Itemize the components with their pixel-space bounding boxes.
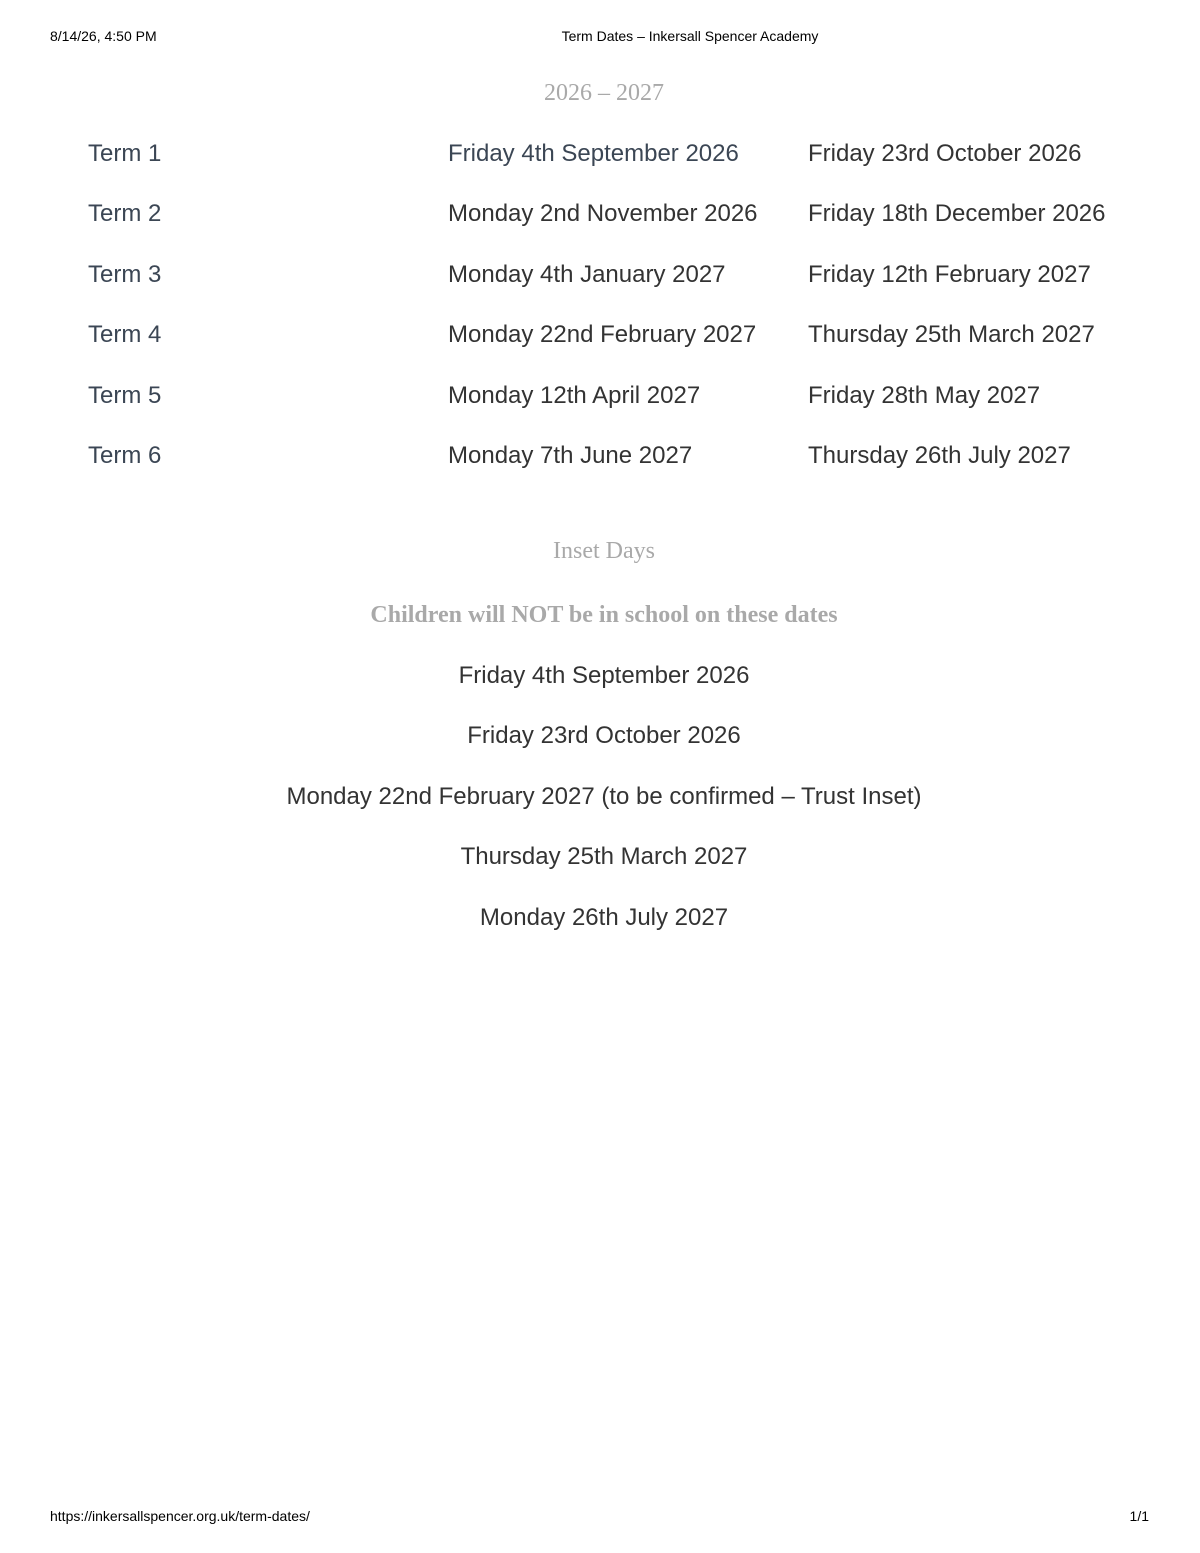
term-start-date: Monday 2nd November 2026 <box>448 200 758 228</box>
term-end-date: Friday 12th February 2027 <box>808 260 1091 288</box>
term-start-date: Friday 4th September 2026 <box>448 140 739 167</box>
term-end-date: Thursday 25th March 2027 <box>808 321 1095 349</box>
term-end-date: Friday 28th May 2027 <box>808 381 1041 409</box>
term-row <box>88 426 1148 486</box>
inset-days-heading: Inset Days <box>553 538 655 564</box>
term-row <box>88 124 1148 184</box>
term-row <box>88 245 1148 305</box>
print-header <box>0 28 1200 48</box>
inset-date: Monday 26th July 2027 <box>479 903 729 931</box>
inset-date: Thursday 25th March 2027 <box>460 843 748 871</box>
term-start-date: Monday 7th June 2027 <box>448 441 693 469</box>
term-name: Term 5 <box>88 381 162 409</box>
term-end-date: Thursday 26th July 2027 <box>808 441 1071 469</box>
term-end-date: Friday 18th December 2026 <box>808 200 1106 228</box>
print-timestamp: 8/14/26, 4:50 PM <box>50 28 157 44</box>
print-footer <box>0 1508 1200 1528</box>
term-name: Term 3 <box>88 260 162 288</box>
term-dates-table <box>88 124 1148 486</box>
term-row <box>88 184 1148 244</box>
page-number: 1/1 <box>1129 1508 1149 1524</box>
term-end-date: Friday 23rd October 2026 <box>808 140 1082 167</box>
term-start-date: Monday 22nd February 2027 <box>448 321 757 349</box>
inset-date: Monday 22nd February 2027 (to be confirmed – Trust Inset) <box>286 782 922 810</box>
print-url: https://inkersallspencer.org.uk/term-dates/ <box>50 1508 310 1524</box>
inset-days-list <box>0 646 1200 948</box>
inset-date: Friday 4th September 2026 <box>458 662 750 689</box>
print-page-title: Term Dates – Inkersall Spencer Academy <box>561 28 819 44</box>
term-start-date: Monday 12th April 2027 <box>448 381 701 409</box>
inset-date: Friday 23rd October 2026 <box>467 722 741 750</box>
term-name: Term 1 <box>88 140 162 167</box>
term-row <box>88 366 1148 426</box>
term-start-date: Monday 4th January 2027 <box>448 260 726 288</box>
term-name: Term 6 <box>88 441 162 469</box>
academic-year-heading: 2026 – 2027 <box>544 80 664 106</box>
term-row <box>88 305 1148 365</box>
inset-days-note: Children will NOT be in school on these dates <box>370 602 838 628</box>
term-name: Term 4 <box>88 321 162 349</box>
term-name: Term 2 <box>88 200 162 228</box>
